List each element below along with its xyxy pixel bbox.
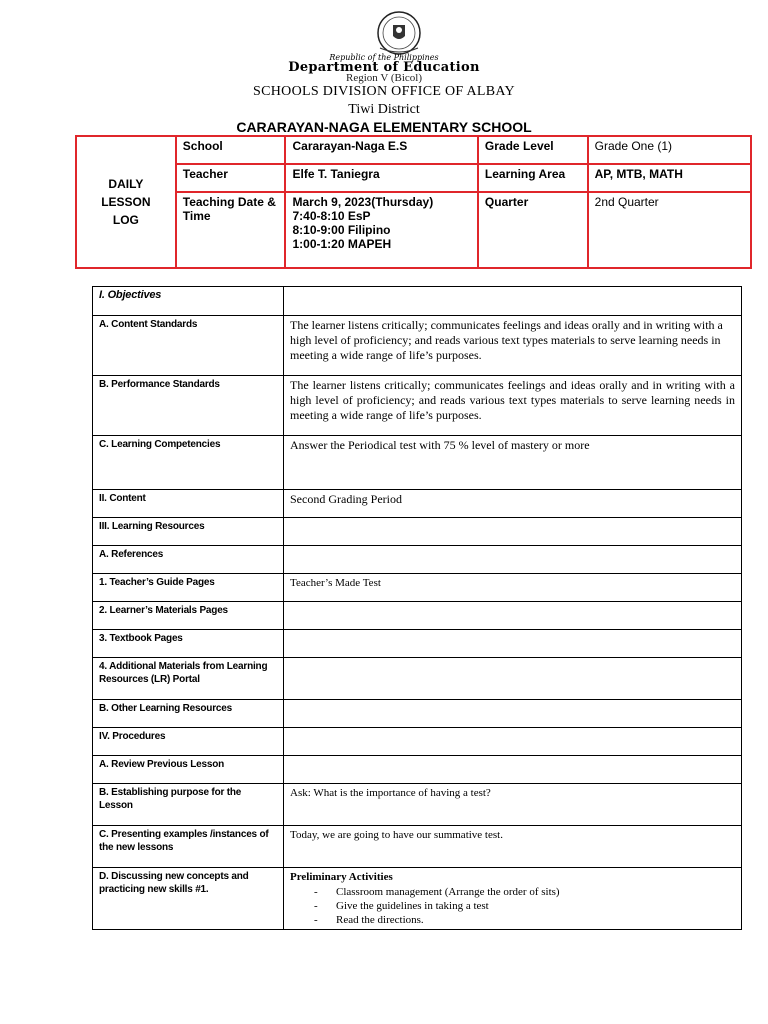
- preliminary-list: [290, 885, 735, 927]
- school-value: Cararayan-Naga E.S: [285, 136, 477, 164]
- lesson-plan-table: [92, 286, 742, 930]
- row-label: B. Other Learning Resources: [93, 700, 284, 728]
- row-label: 1. Teacher’s Guide Pages: [93, 574, 284, 602]
- school-label: School: [176, 136, 286, 164]
- date-value: March 9, 2023(Thursday) 7:40-8:10 EsP 8:10-9:00 Filipino 1:00-1:20 MAPEH: [285, 192, 477, 268]
- list-item: - Read the directions.: [314, 914, 424, 926]
- row-value: Today, we are going to have our summative test.: [284, 826, 742, 868]
- grade-label: Grade Level: [478, 136, 588, 164]
- row-label: A. Review Previous Lesson: [93, 756, 284, 784]
- row-label: II. Content: [93, 490, 284, 518]
- row-label: 3. Textbook Pages: [93, 630, 284, 658]
- lesson-info-table: [75, 135, 752, 269]
- row-value: [284, 658, 742, 700]
- row-value: [284, 630, 742, 658]
- row-label: I. Objectives: [93, 287, 284, 316]
- date-label: Teaching Date & Time: [176, 192, 286, 268]
- daily-lesson-log-title: DAILY LESSON LOG: [76, 136, 176, 268]
- row-value: Second Grading Period: [284, 490, 742, 518]
- quarter-label: Quarter: [478, 192, 588, 268]
- row-value: [284, 868, 742, 930]
- row-label: B. Establishing purpose for the Lesson: [93, 784, 284, 826]
- row-value: The learner listens critically; communicates feelings and ideas orally and in writing with a high level of proficiency; and reads various text types materials to serve learning needs in meeting a wide range of life’s purposes.: [284, 316, 742, 376]
- row-label: D. Discussing new concepts and practicing new skills #1.: [93, 868, 284, 930]
- preliminary-heading: Preliminary Activities: [290, 871, 393, 883]
- row-value: [284, 287, 742, 316]
- quarter-value: 2nd Quarter: [588, 192, 751, 268]
- division-text: SCHOOLS DIVISION OFFICE OF ALBAY: [253, 84, 515, 99]
- department-title: Department of Education: [288, 60, 480, 75]
- deped-seal-icon: [366, 10, 432, 56]
- row-label: IV. Procedures: [93, 728, 284, 756]
- row-label: 2. Learner’s Materials Pages: [93, 602, 284, 630]
- district-text: Tiwi District: [348, 102, 420, 117]
- row-value: [284, 756, 742, 784]
- grade-value: Grade One (1): [588, 136, 751, 164]
- republic-text: Republic of the Philippines: [329, 53, 439, 62]
- row-value: [284, 518, 742, 546]
- row-value: [284, 546, 742, 574]
- row-label: C. Presenting examples /instances of the new lessons: [93, 826, 284, 868]
- teacher-value: Elfe T. Taniegra: [285, 164, 477, 192]
- list-item: - Give the guidelines in taking a test: [314, 900, 489, 912]
- row-value: Ask: What is the importance of having a test?: [284, 784, 742, 826]
- school-name: CARARAYAN-NAGA ELEMENTARY SCHOOL: [236, 119, 532, 135]
- row-label: A. Content Standards: [93, 316, 284, 376]
- row-label: A. References: [93, 546, 284, 574]
- row-value: [284, 700, 742, 728]
- area-label: Learning Area: [478, 164, 588, 192]
- row-label: B. Performance Standards: [93, 376, 284, 436]
- row-value: [284, 602, 742, 630]
- row-value: Teacher’s Made Test: [284, 574, 742, 602]
- row-label: C. Learning Competencies: [93, 436, 284, 490]
- row-value: Answer the Periodical test with 75 % level of mastery or more: [284, 436, 742, 490]
- area-value: AP, MTB, MATH: [588, 164, 751, 192]
- row-label: 4. Additional Materials from Learning Resources (LR) Portal: [93, 658, 284, 700]
- row-value: [284, 728, 742, 756]
- row-value: The learner listens critically; communicates feelings and ideas orally and in writing with a high level of proficiency; and reads various text types materials to serve learning needs in meeting a wide range of life’s purposes.: [284, 376, 742, 436]
- region-text: Region V (Bicol): [346, 72, 422, 84]
- teacher-label: Teacher: [176, 164, 286, 192]
- row-label: III. Learning Resources: [93, 518, 284, 546]
- list-item: - Classroom management (Arrange the order of sits): [314, 886, 560, 898]
